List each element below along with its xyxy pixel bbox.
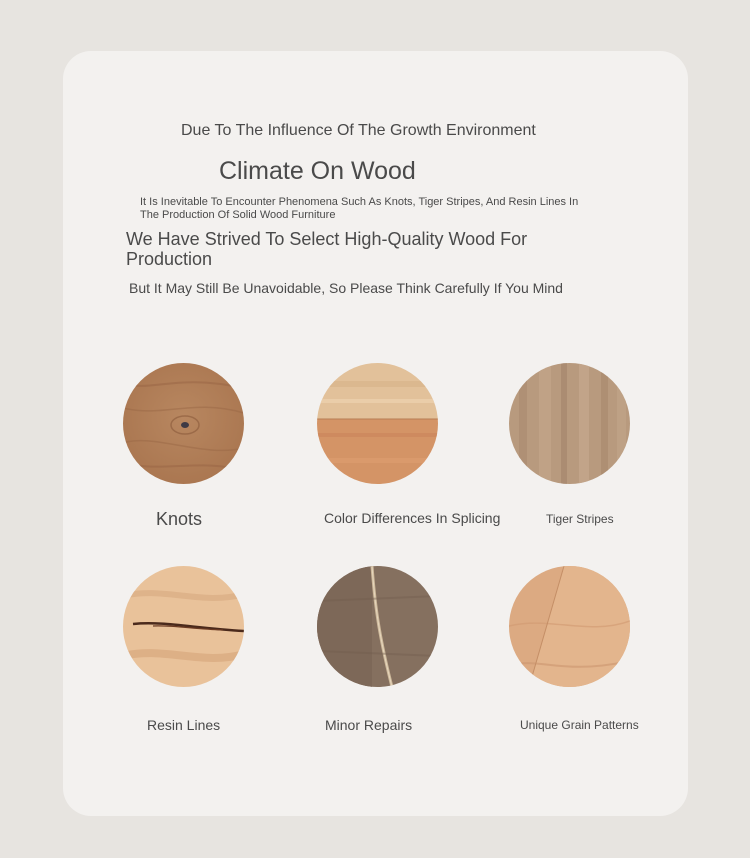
page-title: Climate On Wood bbox=[219, 157, 416, 185]
knot-wood-image bbox=[123, 363, 244, 484]
resin-line-wood-image bbox=[123, 566, 244, 687]
intro-statement: We Have Strived To Select High-Quality Wood For Production bbox=[126, 229, 528, 269]
repair-wood-image bbox=[317, 566, 438, 687]
label-resin-lines: Resin Lines bbox=[147, 717, 221, 733]
label-minor-repairs: Minor Repairs bbox=[325, 717, 413, 733]
splice-wood-image bbox=[317, 363, 438, 484]
label-tiger-stripes: Tiger Stripes bbox=[546, 512, 614, 526]
grain-wood-image bbox=[509, 566, 630, 687]
intro-line1: Due To The Influence Of The Growth Environment bbox=[181, 122, 536, 139]
intro-note: But It May Still Be Unavoidable, So Please Think Carefully If You Mind bbox=[129, 280, 563, 296]
label-unique-grain: Unique Grain Patterns bbox=[520, 718, 639, 732]
intro-body: It Is Inevitable To Encounter Phenomena Such As Knots, Tiger Stripes, And Resin Lines In The Production Of Solid Wood Furniture bbox=[140, 196, 579, 221]
tiger-stripe-wood-image bbox=[509, 363, 630, 484]
label-color-differences: Color Differences In Splicing bbox=[324, 510, 501, 526]
label-knots: Knots bbox=[156, 509, 203, 529]
